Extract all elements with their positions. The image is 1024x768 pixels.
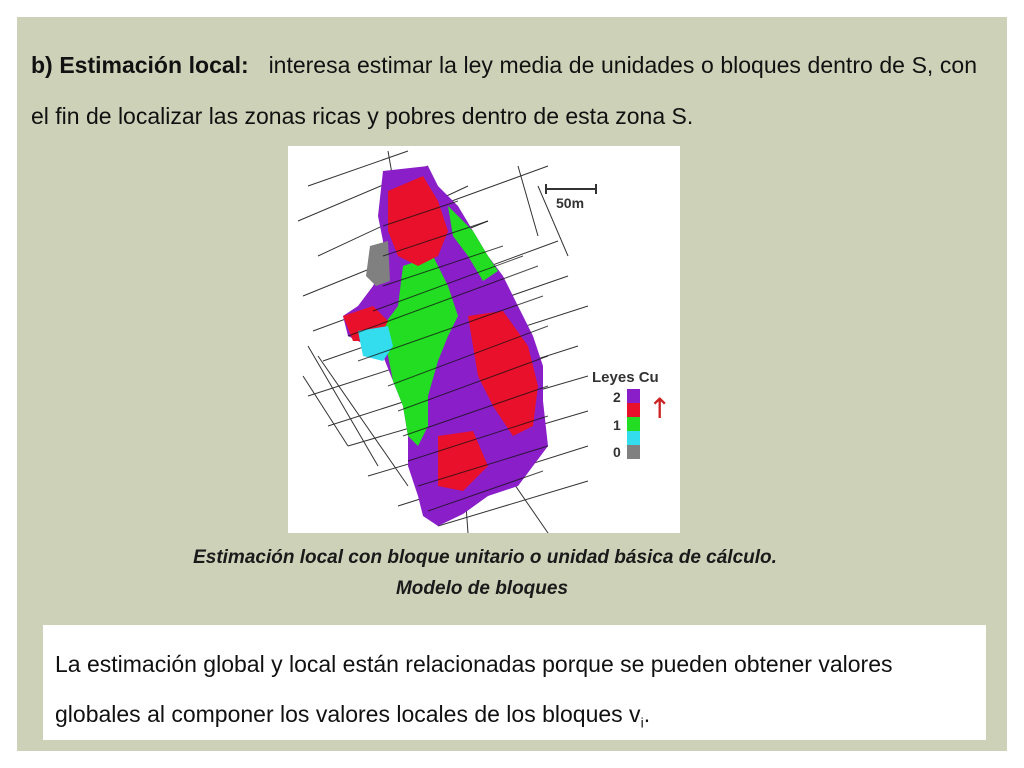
- section-heading: b) Estimación local:: [31, 52, 249, 78]
- zone-grey: [366, 241, 390, 286]
- note-end: .: [643, 701, 651, 727]
- intro-paragraph: [31, 40, 977, 142]
- scale-label: 50m: [556, 195, 585, 211]
- legend-tick-1: 1: [613, 417, 621, 433]
- note-text: La estimación global y local están relacionadas porque se pueden obtener valores globales al componer los valores locales de los bloques v: [55, 651, 893, 727]
- legend-swatch-green: [627, 417, 640, 431]
- block-model-map: [288, 146, 680, 533]
- block-model-figure: [288, 146, 680, 533]
- legend-tick-0: 0: [613, 444, 621, 460]
- figure-caption-line2: Modelo de bloques: [395, 578, 569, 599]
- legend-swatch-red: [627, 403, 640, 417]
- scale-bar: [546, 184, 596, 211]
- figure-caption-line1: Estimación local con bloque unitario o unidad básica de cálculo.: [193, 547, 777, 568]
- note-subscript: i: [640, 714, 644, 731]
- arrow-up-icon: ↑: [648, 392, 672, 425]
- legend-swatch-cyan: [627, 431, 640, 445]
- intro-text: interesa estimar la ley media de unidades o bloques dentro de S, con el fin de localizar las zonas ricas y pobres dentro de esta zona S.: [31, 52, 977, 129]
- grade-legend: [592, 369, 671, 460]
- legend-swatch-purple: [627, 389, 640, 403]
- legend-tick-2: 2: [613, 389, 621, 405]
- note-box: [43, 625, 986, 740]
- legend-swatch-grey: [627, 445, 640, 459]
- legend-title: Leyes Cu: [592, 369, 659, 386]
